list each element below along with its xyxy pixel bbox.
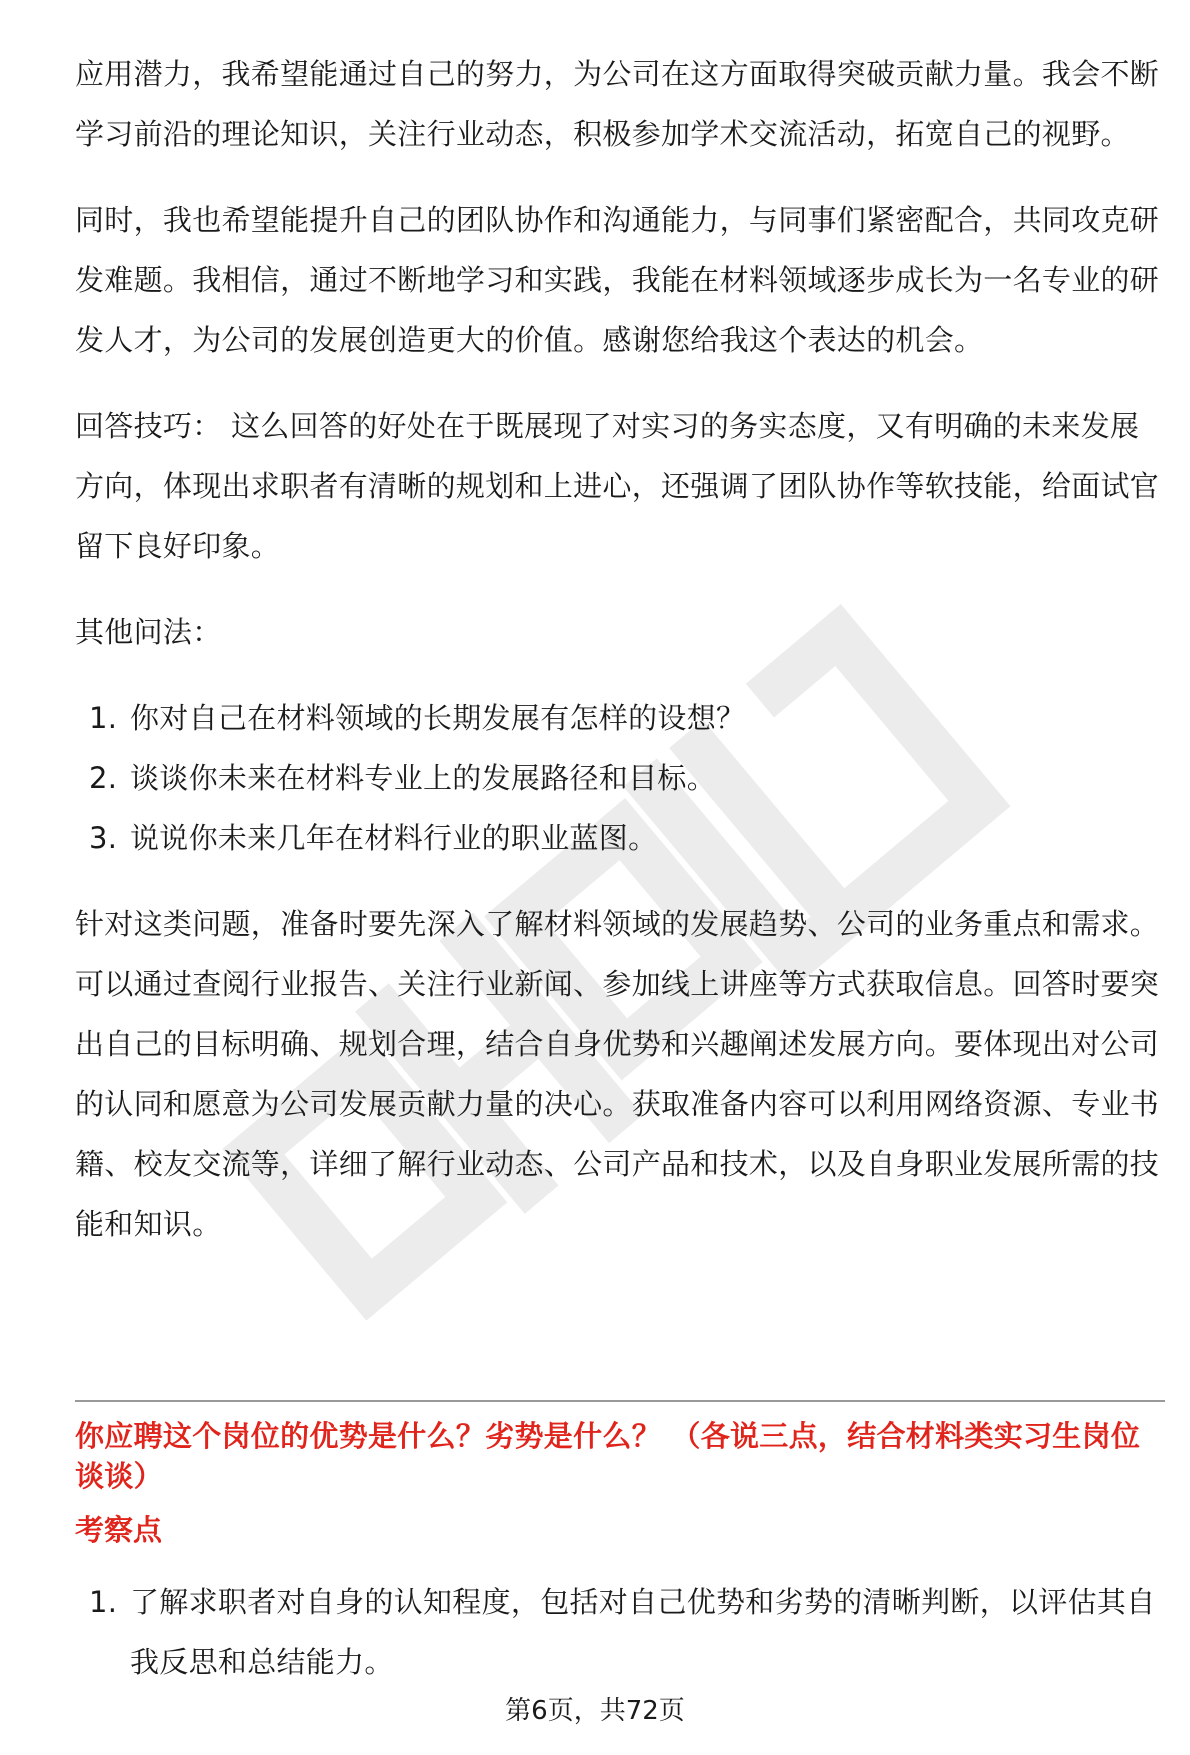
page-content — [75, 44, 1165, 1280]
list-item — [75, 808, 1165, 868]
page-number-footer: 第6页，共72页 — [505, 1696, 685, 1726]
list-item-number: 1. — [89, 1585, 118, 1619]
list-item — [75, 688, 1165, 748]
next-question-section — [75, 1416, 1165, 1718]
paragraph-preparation-advice: 针对这类问题，准备时要先深入了解材料领域的发展趋势、公司的业务重点和需求。可以通过查阅行业报告、关注行业新闻、参加线上讲座等方式获取信息。回答时要突出自己的目标明确、规划合理，结合自身优势和兴趣阐述发展方向。要体现出对公司的认同和愿意为公司发展贡献力量的决心。获取准备内容可以利用网络资源、专业书籍、校友交流等，详细了解行业动态、公司产品和技术，以及自身职业发展所需的技能和知识。 — [75, 907, 1160, 1241]
assessment-points-list — [75, 1572, 1165, 1692]
paragraph-answer-tips: 回答技巧： 这么回答的好处在于既展现了对实习的务实态度，又有明确的未来发展方向，体现出求职者有清晰的规划和上进心，还强调了团队协作等软技能，给面试官留下良好印象。 — [75, 409, 1160, 563]
list-item — [75, 1572, 1165, 1692]
paragraph-other-questions-label: 其他问法： — [75, 615, 222, 649]
section-divider — [75, 1400, 1165, 1402]
assessment-points-heading: 考察点 — [75, 1513, 163, 1547]
list-item-text: 说说你未来几年在材料行业的职业蓝图。 — [130, 821, 658, 855]
list-item-number: 2. — [89, 761, 118, 795]
other-questions-list — [75, 688, 1165, 868]
list-item-number: 3. — [89, 821, 118, 855]
list-item-number: 1. — [89, 701, 118, 735]
list-item-text: 了解求职者对自身的认知程度，包括对自己优势和劣势的清晰判断，以评估其自我反思和总结能力。 — [130, 1585, 1156, 1679]
list-item-text: 你对自己在材料领域的长期发展有怎样的设想？ — [130, 701, 746, 735]
question-heading: 你应聘这个岗位的优势是什么？劣势是什么？ （各说三点，结合材料类实习生岗位谈谈） — [75, 1419, 1141, 1493]
paragraph-teamwork: 同时，我也希望能提升自己的团队协作和沟通能力，与同事们紧密配合，共同攻克研发难题。我相信，通过不断地学习和实践，我能在材料领域逐步成长为一名专业的研发人才，为公司的发展创造更大的价值。感谢您给我这个表达的机会。 — [75, 203, 1160, 357]
list-item-text: 谈谈你未来在材料专业上的发展路径和目标。 — [130, 761, 717, 795]
paragraph-answer-continuation: 应用潜力，我希望能通过自己的努力，为公司在这方面取得突破贡献力量。我会不断学习前沿的理论知识，关注行业动态，积极参加学术交流活动，拓宽自己的视野。 — [75, 57, 1160, 151]
list-item — [75, 748, 1165, 808]
